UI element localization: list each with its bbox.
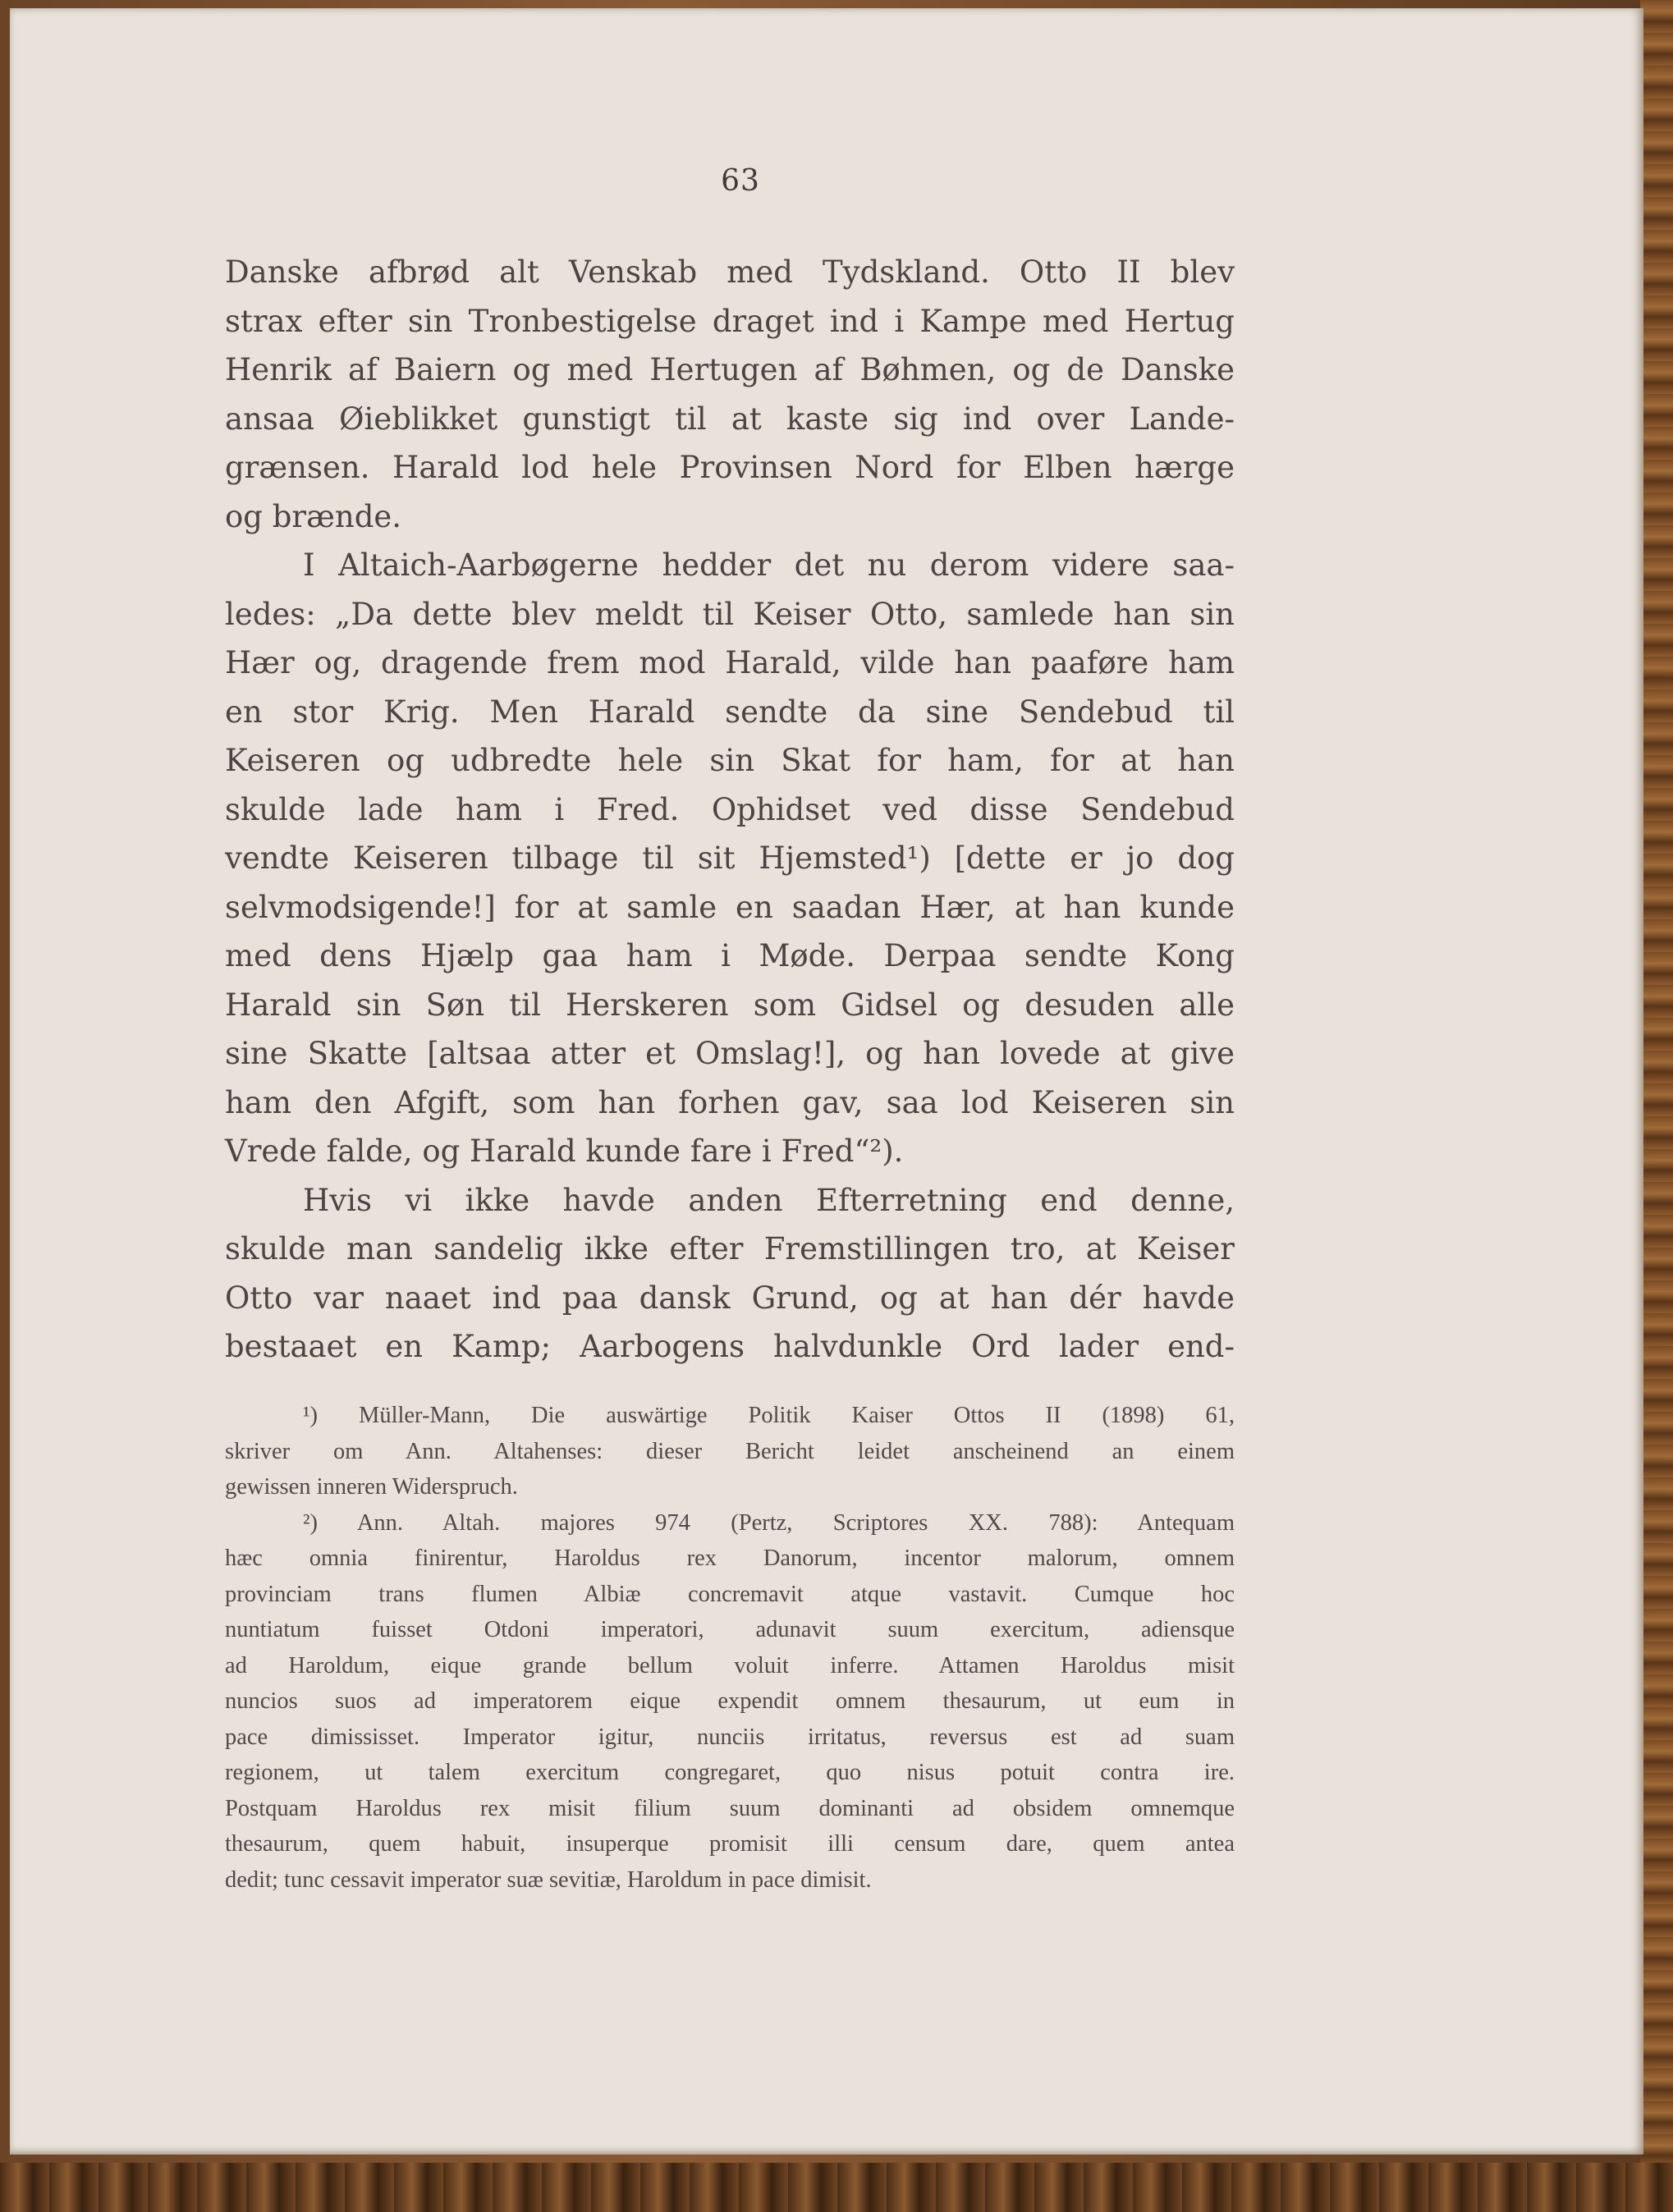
text-line: I Altaich-Aarbøgerne hedder det nu derom videre saa- — [303, 547, 1235, 583]
footnote-line: pace dimississet. Imperator igitur, nunciis irritatus, reversus est ad suam — [225, 1724, 1235, 1750]
footnote-line: ²) Ann. Altah. majores 974 (Pertz, Scriptores XX. 788): Antequam — [303, 1509, 1235, 1536]
footnote-line: hæc omnia finirentur, Haroldus rex Danorum, incentor malorum, omnem — [225, 1546, 1235, 1571]
text-line: med dens Hjælp gaa ham i Møde. Derpaa sendte Kong — [225, 938, 1235, 973]
book-page — [10, 8, 1643, 2155]
text-line: sine Skatte [altsaa atter et Omslag!], og han lovede at give — [225, 1036, 1235, 1071]
main-text — [225, 248, 1235, 1372]
footnote-line: regionem, ut talem exercitum congregaret, quo nisus potuit contra ire. — [225, 1760, 1235, 1785]
text-line: ledes: „Da dette blev meldt til Keiser Otto, samlede han sin — [225, 596, 1235, 632]
text-line: Harald sin Søn til Herskeren som Gidsel og desuden alle — [225, 987, 1235, 1023]
footnote-line: dedit; tunc cessavit imperator suæ sevitiæ, Haroldum in pace dimisit. — [225, 1866, 872, 1893]
text-line: Hær og, dragende frem mod Harald, vilde han paaføre ham — [225, 645, 1235, 680]
page-number: 63 — [721, 164, 760, 198]
footnote-line: provinciam trans flumen Albiæ concremavit atque vastavit. Cumque hoc — [225, 1581, 1235, 1607]
footnote-line: skriver om Ann. Altahenses: dieser Bericht leidet anscheinend an einem — [225, 1438, 1235, 1464]
footnote-line: nuncios suos ad imperatorem eique expendit omnem thesaurum, ut eum in — [225, 1688, 1235, 1714]
footnote-line: ad Haroldum, eique grande bellum voluit inferre. Attamen Haroldus misit — [225, 1652, 1235, 1678]
footnote-line: Postquam Haroldus rex misit filium suum dominanti ad obsidem omnemque — [225, 1795, 1235, 1821]
footnote-line: ¹) Müller-Mann, Die auswärtige Politik Kaiser Ottos II (1898) 61, — [303, 1403, 1235, 1428]
text-line: ansaa Øieblikket gunstigt til at kaste sig ind over Lande- — [225, 401, 1235, 437]
book-binding-edge — [1640, 0, 1673, 2212]
text-line: vendte Keiseren tilbage til sit Hjemsted¹) [dette er jo dog — [225, 840, 1235, 876]
text-line: en stor Krig. Men Harald sendte da sine Sendebud til — [225, 694, 1235, 730]
text-line: grænsen. Harald lod hele Provinsen Nord for Elben hærge — [225, 450, 1235, 485]
text-line: og brænde. — [225, 498, 402, 534]
text-line: bestaaet en Kamp; Aarbogens halvdunkle Ord lader end- — [225, 1329, 1235, 1364]
text-line: strax efter sin Tronbestigelse draget ind i Kampe med Hertug — [225, 303, 1235, 339]
text-line: Keiseren og udbredte hele sin Skat for ham, for at han — [225, 743, 1235, 778]
text-line: ham den Afgift, som han forhen gav, saa lod Keiseren sin — [225, 1084, 1235, 1120]
text-line: selvmodsigende!] for at samle en saadan Hær, at han kunde — [225, 889, 1235, 925]
text-line: Danske afbrød alt Venskab med Tydskland. Otto II blev — [225, 254, 1235, 290]
text-line: skulde lade ham i Fred. Ophidset ved disse Sendebud — [225, 791, 1235, 827]
text-line: Otto var naaet ind paa dansk Grund, og at han dér havde — [225, 1280, 1235, 1316]
text-line: Henrik af Baiern og med Hertugen af Bøhmen, og de Danske — [225, 352, 1235, 387]
text-line: skulde man sandelig ikke efter Fremstillingen tro, at Keiser — [225, 1231, 1235, 1266]
text-line: Hvis vi ikke havde anden Efterretning end denne, — [303, 1182, 1235, 1218]
footnote-line: thesaurum, quem habuit, insuperque promisit illi censum dare, quem antea — [225, 1831, 1235, 1857]
text-line: Vrede falde, og Harald kunde fare i Fred“²). — [225, 1133, 904, 1169]
footnote-line: nuntiatum fuisset Otdoni imperatori, adunavit suum exercitum, adiensque — [225, 1617, 1235, 1642]
footnote-line: gewissen inneren Widerspruch. — [225, 1474, 518, 1500]
book-cover-edge — [0, 2163, 1673, 2212]
footnotes — [225, 1398, 1235, 1898]
